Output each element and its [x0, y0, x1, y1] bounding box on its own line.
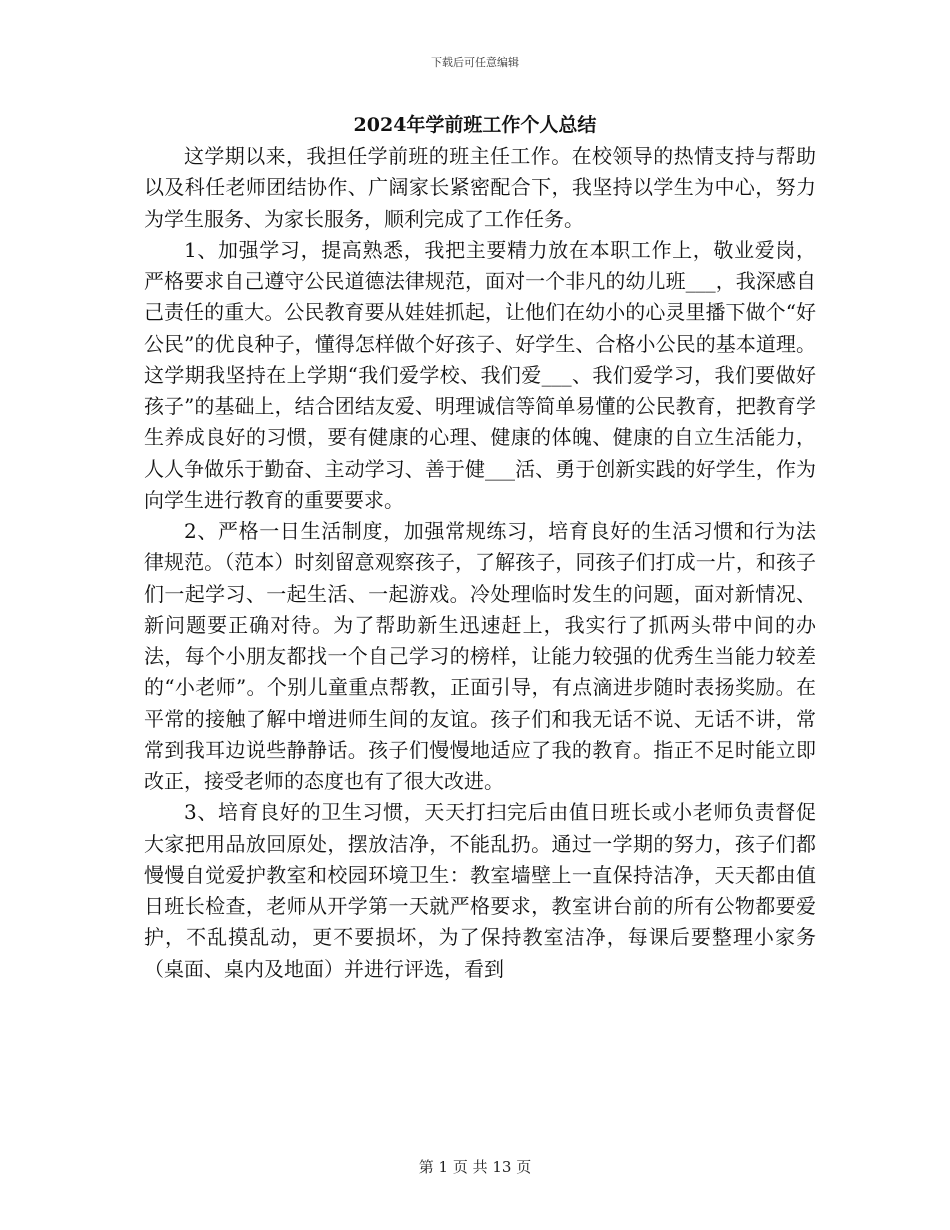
document-body	[144, 141, 816, 985]
page-number: 第 1 页 共 13 页	[418, 1158, 532, 1176]
paragraph-1: 1、加强学习，提高熟悉，我把主要精力放在本职工作上，敬业爱岗，严格要求自己遵守公民道德法律规范，面对一个非凡的幼儿班___，我深感自己责任的重大。公民教育要从娃娃抓起，让他们在幼小的心灵里播下做个“好公民”的优良种子，懂得怎样做个好孩子、好学生、合格小公民的基本道理。这学期我坚持在上学期“我们爱学校、我们爱___、我们爱学习，我们要做好孩子”的基础上，结合团结友爱、明理诚信等简单易懂的公民教育，把教育学生养成良好的习惯，要有健康的心理、健康的体魄、健康的自立生活能力，人人争做乐于勤奋、主动学习、善于健___活、勇于创新实践的好学生，作为向学生进行教育的重要要求。	[144, 237, 816, 512]
header-note: 下载后可任意编辑	[431, 56, 519, 69]
paragraph-3: 3、培育良好的卫生习惯，天天打扫完后由值日班长或小老师负责督促大家把用品放回原处，摆放洁净，不能乱扔。通过一学期的努力，孩子们都慢慢自觉爱护教室和校园环境卫生：教室墙壁上一直保持洁净，天天都由值日班长检查，老师从开学第一天就严格要求，教室讲台前的所有公物都要爱护，不乱摸乱动，更不要损坏，为了保持教室洁净，每课后要整理小家务（桌面、桌内及地面）并进行评选，看到	[144, 800, 816, 981]
document-title: 2024年学前班工作个人总结	[353, 114, 597, 136]
paragraph-intro: 这学期以来，我担任学前班的班主任工作。在校领导的热情支持与帮助以及科任老师团结协作、广阔家长紧密配合下，我坚持以学生为中心，努力为学生服务、为家长服务，顺利完成了工作任务。	[144, 144, 816, 231]
paragraph-2: 2、严格一日生活制度，加强常规练习，培育良好的生活习惯和行为法律规范。（范本）时刻留意观察孩子，了解孩子，同孩子们打成一片，和孩子们一起学习、一起生活、一起游戏。冷处理临时发生的问题，面对新情况、新问题要正确对待。为了帮助新生迅速赶上，我实行了抓两头带中间的办法，每个小朋友都找一个自己学习的榜样，让能力较强的优秀生当能力较差的“小老师”。个别儿童重点帮教，正面引导，有点滴进步随时表扬奖励。在平常的接触了解中增进师生间的友谊。孩子们和我无话不说、无话不讲，常常到我耳边说些静静话。孩子们慢慢地适应了我的教育。指正不足时能立即改正，接受老师的态度也有了很大改进。	[144, 519, 816, 793]
